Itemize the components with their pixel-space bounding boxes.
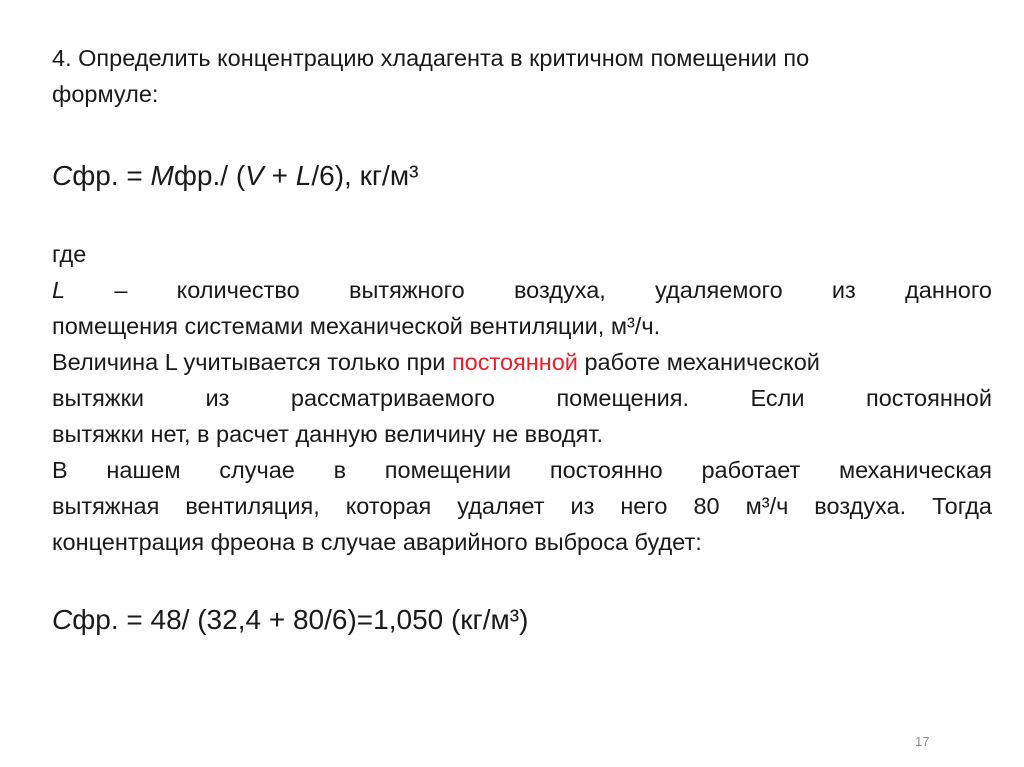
case-line-3: концентрация фреона в случае аварийного выброса будет: xyxy=(52,529,702,555)
formula-result xyxy=(52,600,992,640)
l-symbol: L xyxy=(52,277,66,303)
spacer xyxy=(52,196,992,236)
formula-c-sub: фр. = xyxy=(72,160,151,191)
formula-m-sub: фр./ ( xyxy=(173,160,246,191)
formula-plus: + xyxy=(263,160,296,191)
page-number: 17 xyxy=(915,734,930,749)
where-label: где xyxy=(52,241,87,267)
formula-v-symbol: V xyxy=(245,160,264,191)
note-line-2: вытяжки из рассматриваемого помещения. Если постоянной xyxy=(52,385,992,411)
formula-result-text: фр. = 48/ (32,4 + 80/6)=1,050 (кг/м³) xyxy=(72,604,529,635)
case-line-1: В нашем случае в помещении постоянно работает механическая xyxy=(52,457,992,483)
formula-rest: /6), кг/м³ xyxy=(311,160,419,191)
formula-m-symbol: М xyxy=(150,160,174,191)
l-definition-line-1 xyxy=(52,272,992,308)
slide-content xyxy=(52,40,992,640)
spacer xyxy=(52,112,992,156)
l-definition-text: – количество вытяжного воздуха, удаляемого из данного xyxy=(65,277,992,303)
formula-l-symbol: L xyxy=(295,160,312,191)
note-line-3: вытяжки нет, в расчет данную величину не вводят. xyxy=(52,421,604,447)
note-highlight: постоянной xyxy=(451,349,578,375)
heading-line-2: формуле: xyxy=(52,81,159,107)
spacer xyxy=(52,560,992,600)
note-part-2: работе механической xyxy=(577,349,820,375)
heading-line-1: 4. Определить концентрацию хладагента в критичном помещении по xyxy=(52,45,810,71)
formula-result-c-symbol: С xyxy=(52,604,73,635)
l-definition-line-2: помещения системами механической вентиляции, м³/ч. xyxy=(52,313,661,339)
formula-concentration xyxy=(52,156,992,196)
note-part-1: Величина L учитывается только при xyxy=(52,349,452,375)
formula-c-symbol: С xyxy=(52,160,73,191)
note-line-1 xyxy=(52,344,992,380)
case-line-2: вытяжная вентиляция, которая удаляет из него 80 м³/ч воздуха. Тогда xyxy=(52,493,992,519)
